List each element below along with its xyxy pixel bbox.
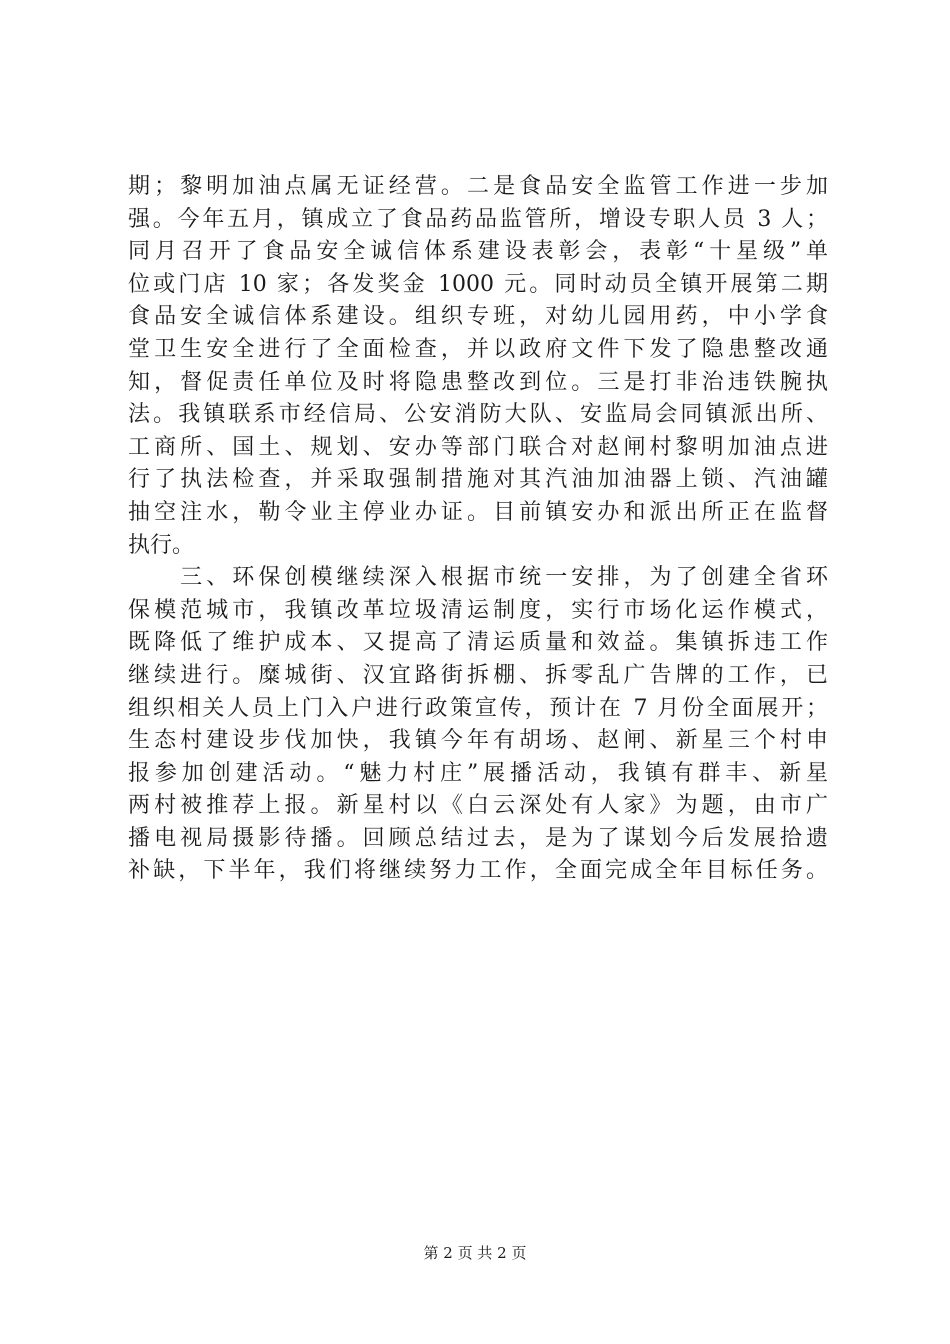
text-line: 食品安全诚信体系建设。组织专班，对幼儿园用药，中小学食 xyxy=(128,304,828,330)
text-line: 同月召开了食品安全诚信体系建设表彰会，表彰“十星级”单 xyxy=(128,239,828,265)
text-line: 既降低了维护成本、又提高了清运质量和效益。集镇拆违工作 xyxy=(128,630,828,656)
text-line: 强。今年五月，镇成立了食品药品监管所，增设专职人员 3 人； xyxy=(128,206,828,232)
text-line: 行了执法检查，并采取强制措施对其汽油加油器上锁、汽油罐 xyxy=(128,467,828,493)
text-line: 工商所、国土、规划、安办等部门联合对赵闸村黎明加油点进 xyxy=(128,434,828,460)
text-line: 报参加创建活动。“魅力村庄”展播活动，我镇有群丰、新星 xyxy=(128,760,828,786)
text-line: 期；黎明加油点属无证经营。二是食品安全监管工作进一步加 xyxy=(128,174,828,199)
text-line: 抽空注水，勒令业主停业办证。目前镇安办和派出所正在监督 xyxy=(128,499,828,525)
text-line: 两村被推荐上报。新星村以《白云深处有人家》为题，由市广 xyxy=(128,793,828,819)
text-line: 组织相关人员上门入户进行政策宣传，预计在 7 月份全面展开； xyxy=(128,695,828,721)
text-line: 法。我镇联系市经信局、公安消防大队、安监局会同镇派出所、 xyxy=(128,402,828,428)
text-line: 保模范城市，我镇改革垃圾清运制度，实行市场化运作模式， xyxy=(128,597,828,623)
text-line: 堂卫生安全进行了全面检查，并以政府文件下发了隐患整改通 xyxy=(128,336,828,362)
text-line: 执行。 xyxy=(128,532,195,558)
body-text xyxy=(128,171,828,888)
text-line: 位或门店 10 家；各发奖金 1000 元。同时动员全镇开展第二期 xyxy=(128,271,828,297)
text-line: 播电视局摄影待播。回顾总结过去，是为了谋划今后发展拾遗 xyxy=(128,825,828,851)
text-line: 知，督促责任单位及时将隐患整改到位。三是打非治违铁腕执 xyxy=(128,369,828,395)
text-line: 补缺，下半年，我们将继续努力工作，全面完成全年目标任务。 xyxy=(128,858,828,884)
page-footer: 第 2 页 共 2 页 xyxy=(423,1244,527,1262)
text-line: 三、环保创模继续深入根据市统一安排，为了创建全省环 xyxy=(128,565,828,591)
text-line: 生态村建设步伐加快，我镇今年有胡场、赵闸、新星三个村申 xyxy=(128,728,828,754)
text-line: 继续进行。糜城街、汉宜路街拆棚、拆零乱广告牌的工作，已 xyxy=(128,662,828,688)
